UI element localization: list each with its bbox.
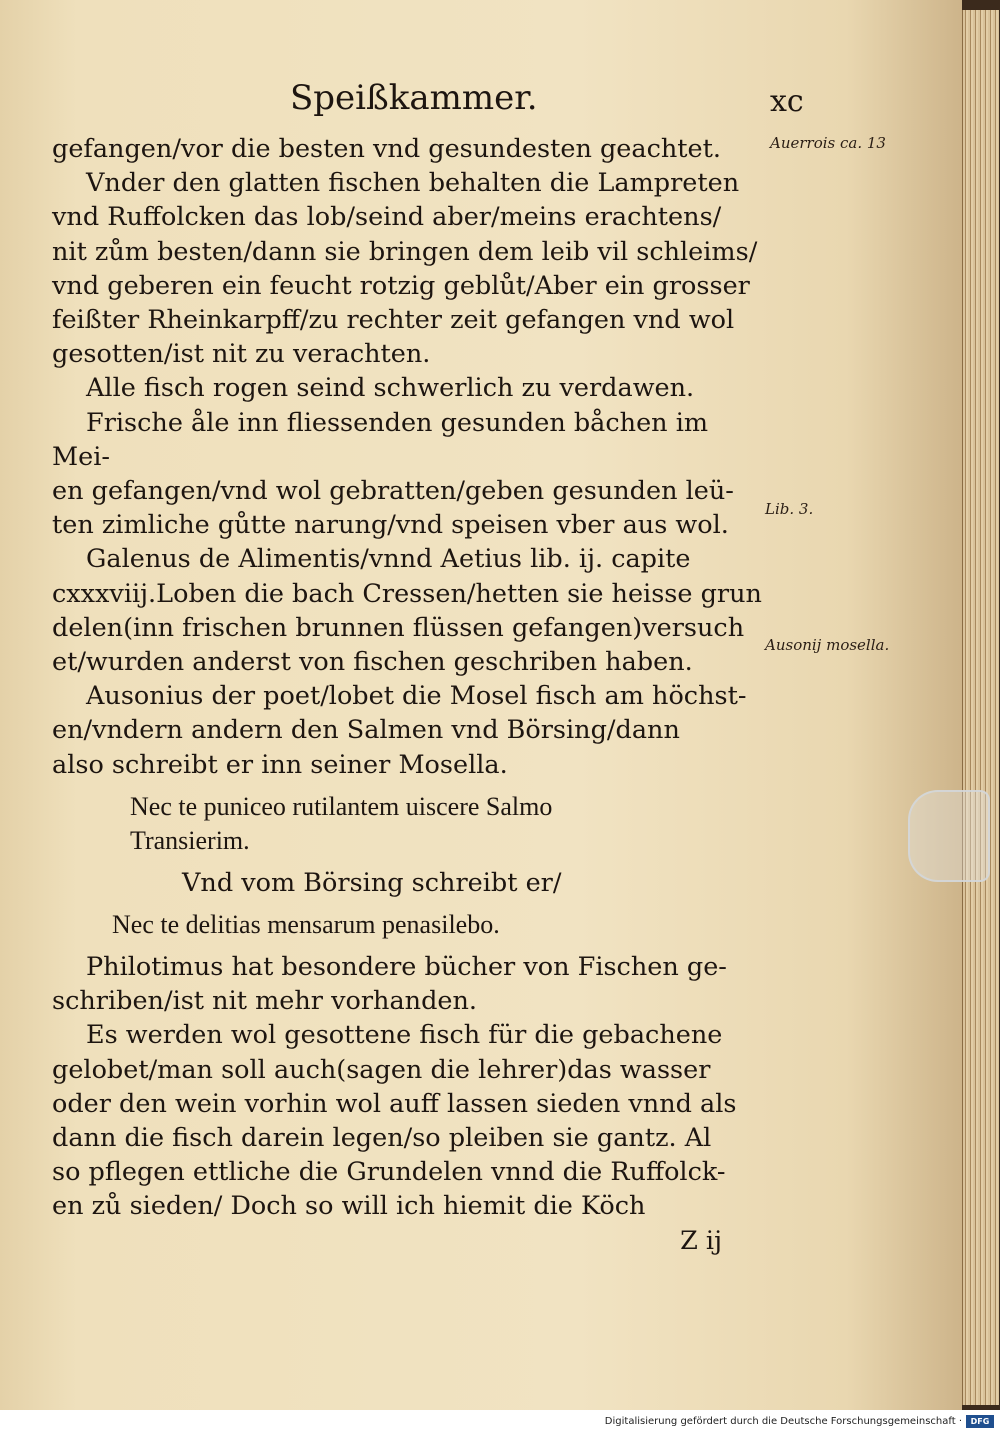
text-line: Vnd vom Börsing schreibt er/ [182, 867, 562, 898]
text-line: Frische åle inn fliessenden gesunden båchen im Mei- [52, 407, 709, 472]
text-line: vnd Ruffolcken das lob/seind aber/meins erachtens/ [52, 202, 722, 233]
page-edges [962, 10, 999, 1405]
text-line: schriben/ist nit mehr vorhanden. [52, 986, 478, 1017]
page-clip [908, 790, 990, 882]
text-line: gefangen/vor die besten vnd gesundesten geachtet. [52, 134, 721, 164]
text-line: dann die fisch darein legen/so pleiben sie gantz. Al [52, 1123, 712, 1154]
margin-note: Lib. 3. [765, 500, 814, 518]
footer-credit: Digitalisierung gefördert durch die Deutsche Forschungsgemeinschaft · [604, 1416, 962, 1427]
text-line: feißter Rheinkarpff/zu rechter zeit gefangen vnd wol [52, 305, 735, 336]
signature-mark: Z ij [680, 1225, 722, 1256]
text-line: Vnder den glatten fischen behalten die Lampreten [86, 168, 740, 199]
text-line: Ausonius der poet/lobet die Mosel fisch am höchst- [86, 681, 747, 712]
quote-line: Nec te delitias mensarum penasilebo. [112, 910, 500, 940]
text-line: also schreibt er inn seiner Mosella. [52, 749, 508, 780]
text-line: gelobet/man soll auch(sagen die lehrer)das wasser [52, 1054, 711, 1085]
quote-line: Transierim. [130, 825, 250, 855]
text-line: Alle fisch rogen seind schwerlich zu verdawen. [86, 373, 695, 404]
margin-note: Ausonij mosella. [765, 636, 890, 654]
text-line: ten zimliche gůtte narung/vnd speisen vber aus wol. [52, 510, 729, 541]
text-line: en gefangen/vnd wol gebratten/geben gesunden leü- [52, 476, 734, 507]
folio-number: xc [770, 84, 804, 119]
text-line: Philotimus hat besondere bücher von Fischen ge- [86, 952, 727, 983]
text-line: gesotten/ist nit zu verachten. [52, 339, 431, 370]
text-line: vnd geberen ein feucht rotzig geblůt/Aber ein grosser [52, 270, 750, 301]
text-line: Es werden wol gesottene fisch für die gebachene [86, 1020, 723, 1051]
text-line: Galenus de Alimentis/vnnd Aetius lib. ij. capite [86, 544, 691, 575]
quote-line: Nec te puniceo rutilantem uiscere Salmo [130, 791, 553, 821]
text-line: en/vndern andern den Salmen vnd Börsing/dann [52, 715, 680, 746]
text-line: en zů sieden/ Doch so will ich hiemit die Köch [52, 1191, 646, 1222]
margin-note: Auerrois ca. 13 [770, 134, 886, 152]
text-line: oder den wein vorhin wol auff lassen sieden vnnd als [52, 1088, 737, 1119]
text-line: et/wurden anderst von fischen geschriben haben. [52, 647, 693, 678]
body-text [52, 132, 762, 1258]
text-line: cxxxviij.Loben die bach Cressen/hetten sie heisse grun [52, 578, 762, 609]
footer-bar [0, 1410, 1000, 1434]
text-line: nit zům besten/dann sie bringen dem leib vil schleims/ [52, 236, 758, 267]
text-line: so pflegen ettliche die Grundelen vnnd die Ruffolck- [52, 1157, 726, 1188]
running-title: Speißkammer. [290, 78, 538, 118]
dfg-logo: DFG [966, 1415, 994, 1428]
text-line: delen(inn frischen brunnen flüssen gefangen)versuch [52, 612, 745, 643]
